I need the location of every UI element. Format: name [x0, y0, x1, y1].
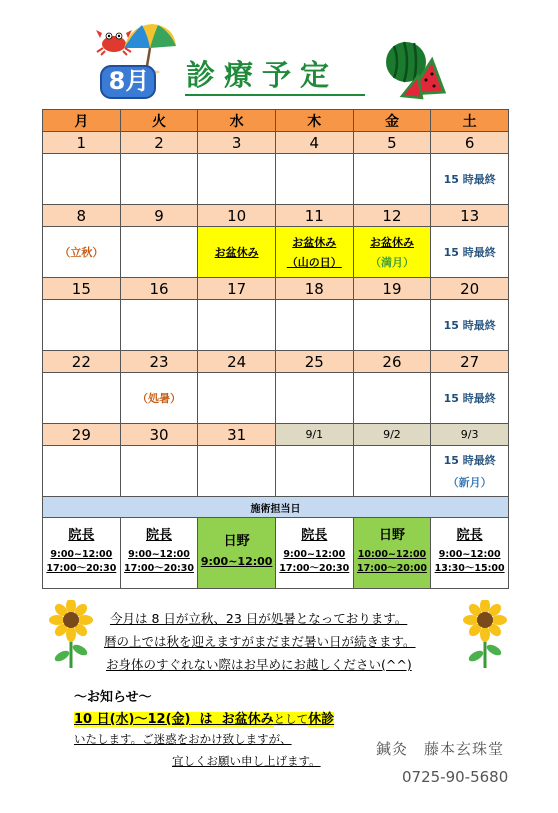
note-row — [43, 300, 509, 351]
staff-time: 10:00~12:00 — [357, 549, 427, 561]
watermelon-icon — [382, 36, 446, 100]
date-cell: 30 — [120, 424, 198, 446]
message-line: 暦の上では秋を迎えますがまだまだ暑い日が続きます。 — [104, 634, 416, 649]
staff-time: 13:30～15:00 — [434, 563, 505, 575]
date-row — [43, 351, 509, 373]
staff-time: 9:00~12:00 — [438, 549, 501, 561]
date-cell: 5 — [353, 132, 431, 154]
date-cell: 18 — [275, 278, 353, 300]
note-cell — [275, 300, 353, 351]
note-cell — [198, 446, 276, 497]
page-title: 診療予定 — [186, 58, 339, 92]
staff-header-row — [43, 497, 509, 518]
notice-line: 宜しくお願い申し上げます。 — [172, 754, 321, 768]
schedule-calendar — [42, 109, 509, 589]
staff-row — [43, 518, 509, 589]
date-cell-next-month: 9/3 — [431, 424, 509, 446]
date-cell: 2 — [120, 132, 198, 154]
staff-time: 17:00～20:30 — [123, 563, 194, 575]
staff-time: 17:00～20:00 — [356, 563, 427, 575]
yama-no-hi-note: （山の日） — [286, 256, 342, 269]
note-cell — [120, 227, 198, 278]
early-close-note: 15 時最終 — [443, 454, 496, 467]
date-cell: 3 — [198, 132, 276, 154]
staff-time: 17:00～20:30 — [279, 563, 350, 575]
weekday-tue: 火 — [120, 110, 198, 132]
note-cell — [353, 446, 431, 497]
weekday-wed: 水 — [198, 110, 276, 132]
notice-line: いたします。ご迷惑をおかけ致しますが、 — [74, 732, 292, 746]
date-cell: 31 — [198, 424, 276, 446]
early-close-note: 15 時最終 — [443, 392, 496, 405]
date-row — [43, 278, 509, 300]
date-cell: 10 — [198, 205, 276, 227]
obon-holiday-note: お盆休み — [292, 236, 337, 249]
note-cell — [43, 300, 121, 351]
note-cell — [275, 446, 353, 497]
note-cell — [120, 300, 198, 351]
note-cell — [198, 373, 276, 424]
date-cell: 8 — [43, 205, 121, 227]
date-cell: 24 — [198, 351, 276, 373]
notice-line — [74, 708, 334, 727]
note-cell — [431, 300, 509, 351]
date-cell: 22 — [43, 351, 121, 373]
title-underline — [185, 94, 365, 96]
staff-header: 施術担当日 — [43, 497, 509, 518]
note-row — [43, 227, 509, 278]
staff-time: 9:00~12:00 — [200, 555, 273, 569]
notice-particle: は — [199, 712, 213, 727]
date-cell: 17 — [198, 278, 276, 300]
date-cell: 11 — [275, 205, 353, 227]
notice-particle: として — [273, 712, 309, 726]
note-cell — [431, 373, 509, 424]
obon-holiday-note: お盆休み — [369, 236, 414, 249]
full-moon-note: （満月） — [369, 256, 414, 269]
note-cell — [198, 227, 276, 278]
staff-cell — [275, 518, 353, 589]
date-row — [43, 424, 509, 446]
date-cell: 13 — [431, 205, 509, 227]
staff-name: 日野 — [223, 534, 250, 550]
risshu-note: （立秋） — [59, 246, 104, 259]
staff-cell — [198, 518, 276, 589]
note-cell — [431, 227, 509, 278]
note-cell — [43, 373, 121, 424]
note-row — [43, 154, 509, 205]
note-cell — [120, 154, 198, 205]
note-cell — [431, 154, 509, 205]
staff-time: 17:00～20:30 — [46, 563, 117, 575]
note-cell — [275, 227, 353, 278]
new-moon-note: （新月） — [447, 476, 492, 489]
note-cell — [198, 300, 276, 351]
holiday-dates: 10 日(水)～12(金) — [74, 712, 191, 727]
early-close-note: 15 時最終 — [443, 246, 496, 259]
holiday-name: お盆休み — [221, 712, 274, 727]
date-cell: 12 — [353, 205, 431, 227]
date-cell: 20 — [431, 278, 509, 300]
date-cell: 15 — [43, 278, 121, 300]
note-cell — [43, 154, 121, 205]
kyushin-label: 休診 — [308, 712, 335, 727]
message-line: 今月は 8 日が立秋、23 日が処暑となっております。 — [110, 611, 408, 626]
weekday-sat: 土 — [431, 110, 509, 132]
staff-cell — [353, 518, 431, 589]
weekday-mon: 月 — [43, 110, 121, 132]
note-cell — [275, 154, 353, 205]
staff-cell — [43, 518, 121, 589]
note-row — [43, 446, 509, 497]
date-row — [43, 132, 509, 154]
note-cell — [43, 227, 121, 278]
weekday-thu: 木 — [275, 110, 353, 132]
early-close-note: 15 時最終 — [443, 173, 496, 186]
note-cell — [120, 373, 198, 424]
staff-name: 日野 — [378, 528, 405, 544]
note-row — [43, 373, 509, 424]
staff-time: 9:00~12:00 — [128, 549, 190, 561]
note-cell — [353, 154, 431, 205]
note-cell — [275, 373, 353, 424]
shosho-note: （処暑） — [136, 392, 181, 405]
date-cell: 16 — [120, 278, 198, 300]
sunflower-icon — [462, 600, 508, 670]
staff-cell — [120, 518, 198, 589]
note-cell — [43, 446, 121, 497]
date-cell: 29 — [43, 424, 121, 446]
staff-name: 院長 — [301, 528, 328, 544]
staff-name: 院長 — [68, 528, 95, 544]
note-cell — [353, 300, 431, 351]
date-cell: 23 — [120, 351, 198, 373]
note-cell — [198, 154, 276, 205]
staff-cell — [431, 518, 509, 589]
date-cell: 26 — [353, 351, 431, 373]
date-cell: 6 — [431, 132, 509, 154]
date-cell: 1 — [43, 132, 121, 154]
note-cell — [353, 227, 431, 278]
staff-time: 9:00~12:00 — [283, 549, 346, 561]
obon-holiday-note: お盆休み — [214, 246, 259, 259]
sunflower-icon — [48, 600, 94, 670]
note-cell — [431, 446, 509, 497]
date-cell: 4 — [275, 132, 353, 154]
staff-name: 院長 — [456, 528, 483, 544]
date-cell: 25 — [275, 351, 353, 373]
date-row — [43, 205, 509, 227]
date-cell: 19 — [353, 278, 431, 300]
notice-header: ～お知らせ～ — [74, 690, 152, 705]
month-label: 8月 — [108, 67, 150, 95]
clinic-name: 鍼灸 藤本玄珠堂 — [376, 740, 505, 758]
date-cell: 9 — [120, 205, 198, 227]
staff-time: 9:00~12:00 — [50, 549, 113, 561]
note-cell — [353, 373, 431, 424]
date-cell: 27 — [431, 351, 509, 373]
phone-number: 0725-90-5680 — [402, 768, 509, 786]
early-close-note: 15 時最終 — [443, 319, 496, 332]
staff-name: 院長 — [145, 528, 172, 544]
date-cell-next-month: 9/2 — [353, 424, 431, 446]
note-cell — [120, 446, 198, 497]
date-cell-next-month: 9/1 — [275, 424, 353, 446]
weekday-header-row — [43, 110, 509, 132]
message-line: お身体のすぐれない際はお早めにお越しください(^^) — [106, 657, 412, 672]
weekday-fri: 金 — [353, 110, 431, 132]
